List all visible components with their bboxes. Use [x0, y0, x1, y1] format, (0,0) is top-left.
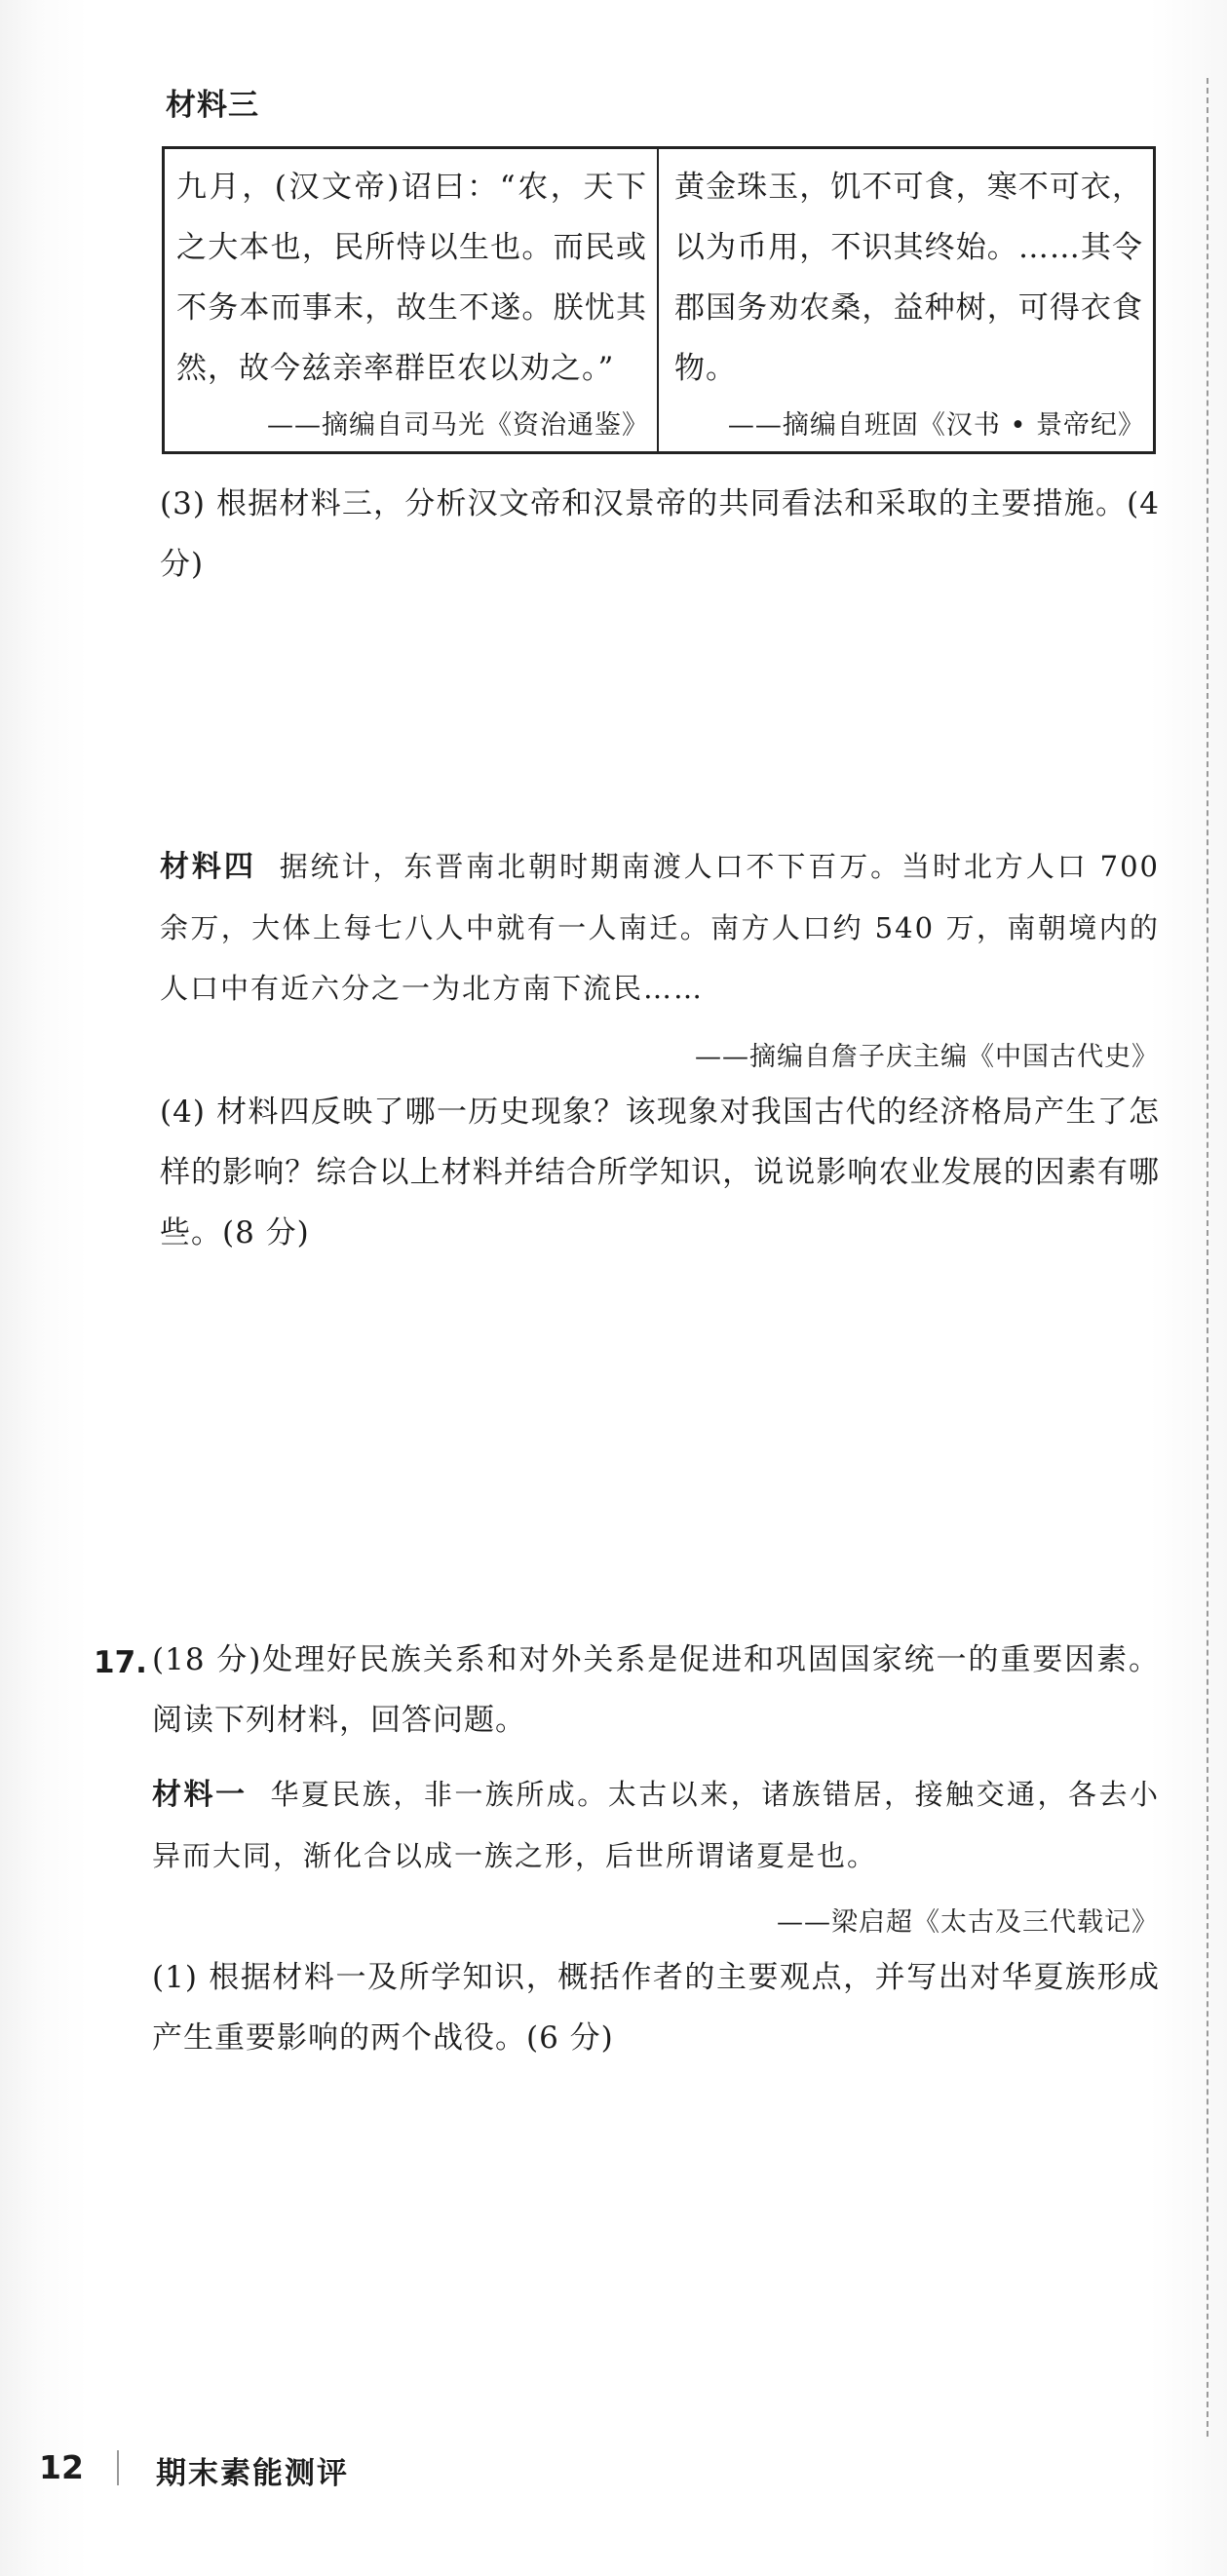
- question-17-number: 17.: [94, 1645, 147, 1680]
- question-17-sub1: (1) 根据材料一及所学知识，概括作者的主要观点，并写出对华夏族形成产生重要影响的两个战役。(6 分): [152, 1960, 1160, 2056]
- material3-left-source: ——摘编自司马光《资治通鉴》: [267, 410, 649, 441]
- material3-right-text: 黄金珠玉，饥不可食，寒不可衣，以为币用，不识其终始。……其令郡国务劝农桑，益种树，可得衣食物。: [674, 170, 1143, 386]
- material4-block: [160, 836, 1160, 1019]
- material3-left-cell: [165, 149, 659, 451]
- question-17-intro: (18 分)处理好民族关系和对外关系是促进和巩固国家统一的重要因素。阅读下列材料，回答问题。: [152, 1642, 1160, 1738]
- material4-source: ——摘编自詹子庆主编《中国古代史》: [695, 1042, 1159, 1072]
- binding-dashed-line: [1207, 78, 1208, 2437]
- q17-material1-text: 华夏民族，非一族所成。太古以来，诸族错居，接触交通，各去小异而大同，渐化合以成一族之形，后世所谓诸夏是也。: [152, 1778, 1160, 1872]
- question-3: (3) 根据材料三，分析汉文帝和汉景帝的共同看法和采取的主要措施。(4 分): [160, 486, 1160, 582]
- material3-left-text: 九月，(汉文帝)诏曰：“农，天下之大本也，民所恃以生也。而民或不务本而事末，故生不遂。朕忧其然，故今兹亲率群臣农以劝之。”: [176, 170, 647, 386]
- q17-material1-block: [152, 1764, 1160, 1886]
- material3-table: [162, 146, 1156, 454]
- material4-heading: 材料四: [160, 850, 256, 884]
- q17-material1-source: ——梁启超《太古及三代载记》: [777, 1907, 1159, 1938]
- material3-right-source: ——摘编自班固《汉书 • 景帝纪》: [727, 410, 1145, 441]
- material3-right-cell: [659, 149, 1153, 451]
- page-number: 12: [39, 2448, 84, 2486]
- footer-separator: [117, 2450, 119, 2485]
- material3-heading: 材料三: [166, 88, 259, 123]
- material4-text: 据统计，东晋南北朝时期南渡人口不下百万。当时北方人口 700 余万，大体上每七八人中就有一人南迁。南方人口约 540 万，南朝境内的人口中有近六分之一为北方南下流民……: [160, 850, 1161, 1005]
- question-4: (4) 材料四反映了哪一历史现象？该现象对我国古代的经济格局产生了怎样的影响？综合以上材料并结合所学知识，说说影响农业发展的因素有哪些。(8 分): [160, 1095, 1160, 1250]
- q17-material1-heading: 材料一: [152, 1778, 248, 1812]
- footer-title: 期末素能测评: [156, 2456, 349, 2491]
